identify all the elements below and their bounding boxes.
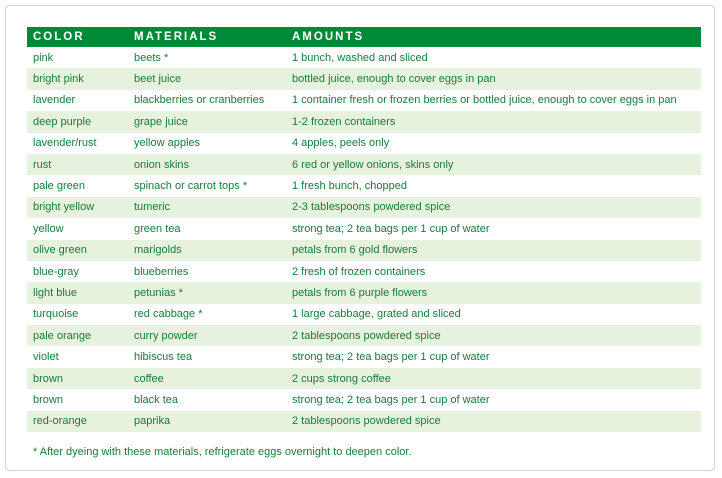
cell-materials: marigolds [128,240,286,261]
cell-materials: green tea [128,218,286,239]
cell-materials: beets * [128,47,286,68]
cell-materials: spinach or carrot tops * [128,175,286,196]
cell-color: red-orange [27,411,128,432]
table-row [27,133,701,154]
table-row [27,282,701,303]
cell-amounts: strong tea; 2 tea bags per 1 cup of water [286,218,701,239]
cell-color: lavender [27,90,128,111]
table-header-row [27,27,701,47]
cell-amounts: petals from 6 gold flowers [286,240,701,261]
table-row [27,346,701,367]
cell-materials: grape juice [128,111,286,132]
cell-color: olive green [27,240,128,261]
cell-color: pink [27,47,128,68]
cell-amounts: 1-2 frozen containers [286,111,701,132]
table-row [27,368,701,389]
cell-color: deep purple [27,111,128,132]
cell-materials: coffee [128,368,286,389]
cell-amounts: 4 apples, peels only [286,133,701,154]
cell-color: bright pink [27,68,128,89]
cell-materials: red cabbage * [128,304,286,325]
cell-color: bright yellow [27,197,128,218]
cell-materials: onion skins [128,154,286,175]
table-row [27,389,701,410]
header-amounts: AMOUNTS [286,27,701,47]
cell-amounts: 2 tablespoons powdered spice [286,411,701,432]
cell-color: violet [27,346,128,367]
cell-color: yellow [27,218,128,239]
cell-materials: yellow apples [128,133,286,154]
cell-materials: petunias * [128,282,286,303]
table-body [27,47,701,432]
table-row [27,154,701,175]
table-row [27,111,701,132]
dye-chart-card [5,5,715,471]
cell-amounts: 1 large cabbage, grated and sliced [286,304,701,325]
table-row [27,411,701,432]
table-row [27,304,701,325]
table-row [27,47,701,68]
cell-amounts: 2 tablespoons powdered spice [286,325,701,346]
cell-amounts: 2 fresh of frozen containers [286,261,701,282]
cell-color: pale green [27,175,128,196]
table-row [27,218,701,239]
cell-color: pale orange [27,325,128,346]
header-materials: MATERIALS [128,27,286,47]
egg-dye-table [27,27,701,432]
cell-amounts: petals from 6 purple flowers [286,282,701,303]
cell-color: brown [27,368,128,389]
cell-color: lavender/rust [27,133,128,154]
cell-amounts: 1 container fresh or frozen berries or bottled juice, enough to cover eggs in pan [286,90,701,111]
cell-amounts: 1 fresh bunch, chopped [286,175,701,196]
cell-materials: curry powder [128,325,286,346]
table-row [27,197,701,218]
table-row [27,261,701,282]
cell-materials: hibiscus tea [128,346,286,367]
cell-color: brown [27,389,128,410]
cell-materials: beet juice [128,68,286,89]
cell-amounts: strong tea; 2 tea bags per 1 cup of water [286,346,701,367]
cell-amounts: 6 red or yellow onions, skins only [286,154,701,175]
cell-color: turquoise [27,304,128,325]
table-row [27,90,701,111]
cell-amounts: 2 cups strong coffee [286,368,701,389]
cell-amounts: 1 bunch, washed and sliced [286,47,701,68]
cell-color: blue-gray [27,261,128,282]
table-row [27,175,701,196]
cell-amounts: bottled juice, enough to cover eggs in pan [286,68,701,89]
cell-amounts: 2-3 tablespoons powdered spice [286,197,701,218]
cell-materials: black tea [128,389,286,410]
footnote: * After dyeing with these materials, refrigerate eggs overnight to deepen color. [33,446,412,458]
cell-amounts: strong tea; 2 tea bags per 1 cup of water [286,389,701,410]
header-color: COLOR [27,27,128,47]
table-row [27,325,701,346]
cell-materials: paprika [128,411,286,432]
cell-materials: blueberries [128,261,286,282]
cell-materials: blackberries or cranberries [128,90,286,111]
table-row [27,68,701,89]
cell-color: rust [27,154,128,175]
cell-color: light blue [27,282,128,303]
cell-materials: tumeric [128,197,286,218]
table-row [27,240,701,261]
